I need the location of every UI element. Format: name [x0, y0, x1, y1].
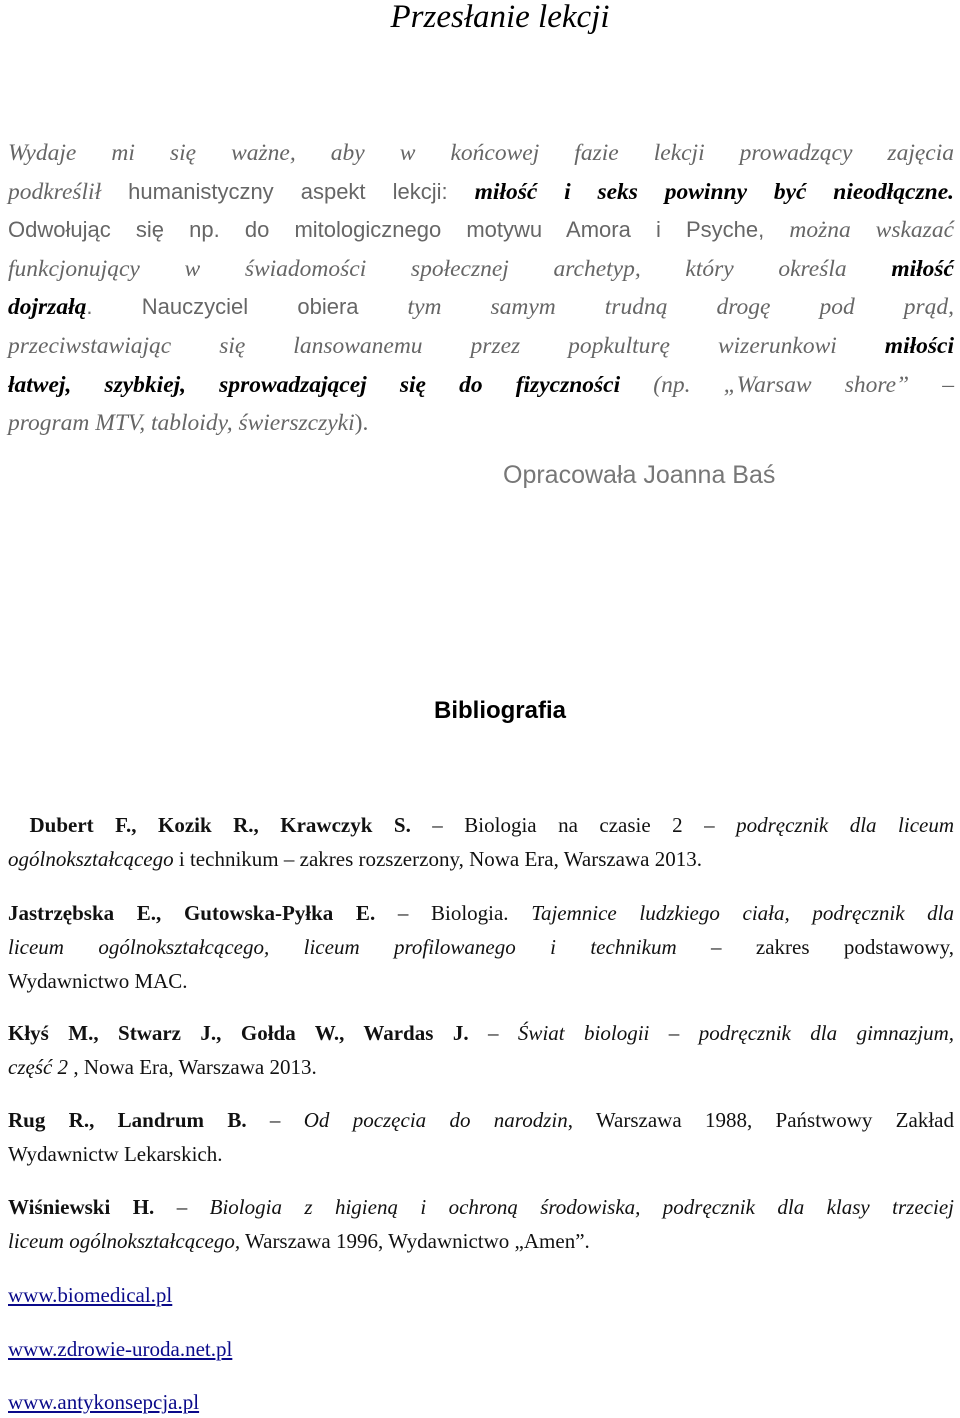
bibliography-line: Dubert F., Kozik R., Krawczyk S. – Biologia na czasie 2 – podręcznik dla liceum — [29, 813, 955, 837]
bibliography-line: Wiśniewski H. – Biologia z higieną i ochroną środowiska, podręcznik dla klasy trzeciej — [8, 1195, 954, 1219]
paragraph-line: funkcjonujący w świadomości społecznej archetyp, który określa miłość — [8, 255, 954, 282]
bibliography-heading: Bibliografia — [433, 697, 566, 724]
bibliography-entry — [8, 1103, 954, 1171]
page-title: Przesłanie lekcji — [390, 0, 610, 35]
bibliography-line: Wydawnictwo MAC. — [8, 969, 188, 993]
paragraph-line: podkreślił humanistyczny aspekt lekcji: miłość i seks powinny być nieodłączne. — [8, 178, 955, 205]
paragraph-line: przeciwstawiając się lansowanemu przez popkulturę wizerunkowi miłości — [8, 332, 954, 359]
bibliography-line: liceum ogólnokształcącego, Warszawa 1996, Wydawnictwo „Amen”. — [8, 1229, 590, 1253]
bibliography-line: ogólnokształcącego i technikum – zakres rozszerzony, Nowa Era, Warszawa 2013. — [8, 847, 702, 871]
bibliography-line: Wydawnictw Lekarskich. — [8, 1142, 223, 1166]
bibliography-line: Jastrzębska E., Gutowska-Pyłka E. – Biologia. Tajemnice ludzkiego ciała, podręcznik dla — [8, 901, 955, 925]
paragraph-line: program MTV, tabloidy, świerszczyki). — [8, 410, 369, 437]
bibliography-entry — [8, 896, 954, 998]
paragraph-line: Odwołując się np. do mitologicznego motywu Amora i Psyche, można wskazać — [8, 217, 954, 244]
bibliography-entry — [8, 1016, 954, 1084]
paragraph-line: Wydaje mi się ważne, aby w końcowej fazie lekcji prowadzący zajęcia — [8, 140, 954, 166]
bibliography-line: Kłyś M., Stwarz J., Gołda W., Wardas J. – Świat biologii – podręcznik dla gimnazjum, — [8, 1021, 954, 1045]
bibliography-entry — [8, 1190, 954, 1258]
link-antykonsepcja[interactable]: www.antykonsepcja.pl — [8, 1390, 200, 1414]
bibliography-line: Rug R., Landrum B. – Od poczęcia do narodzin, Warszawa 1988, Państwowy Zakład — [8, 1108, 954, 1132]
bibliography-line: część 2 , Nowa Era, Warszawa 2013. — [8, 1055, 317, 1079]
link-zdrowie-uroda[interactable]: www.zdrowie-uroda.net.pl — [8, 1337, 233, 1361]
author-signature: Opracowała Joanna Baś — [503, 461, 776, 489]
bibliography-entry — [8, 808, 954, 876]
paragraph-line: łatwej, szybkiej, sprowadzającej się do fizyczności (np. „Warsaw shore” – — [8, 371, 954, 398]
link-biomedical[interactable]: www.biomedical.pl — [8, 1283, 173, 1307]
paragraph-line: dojrzałą. Nauczyciel obiera tym samym trudną drogę pod prąd, — [8, 294, 954, 321]
bibliography-line: liceum ogólnokształcącego, liceum profilowanego i technikum – zakres podstawowy, — [8, 935, 954, 959]
lesson-message-paragraph — [8, 134, 954, 443]
